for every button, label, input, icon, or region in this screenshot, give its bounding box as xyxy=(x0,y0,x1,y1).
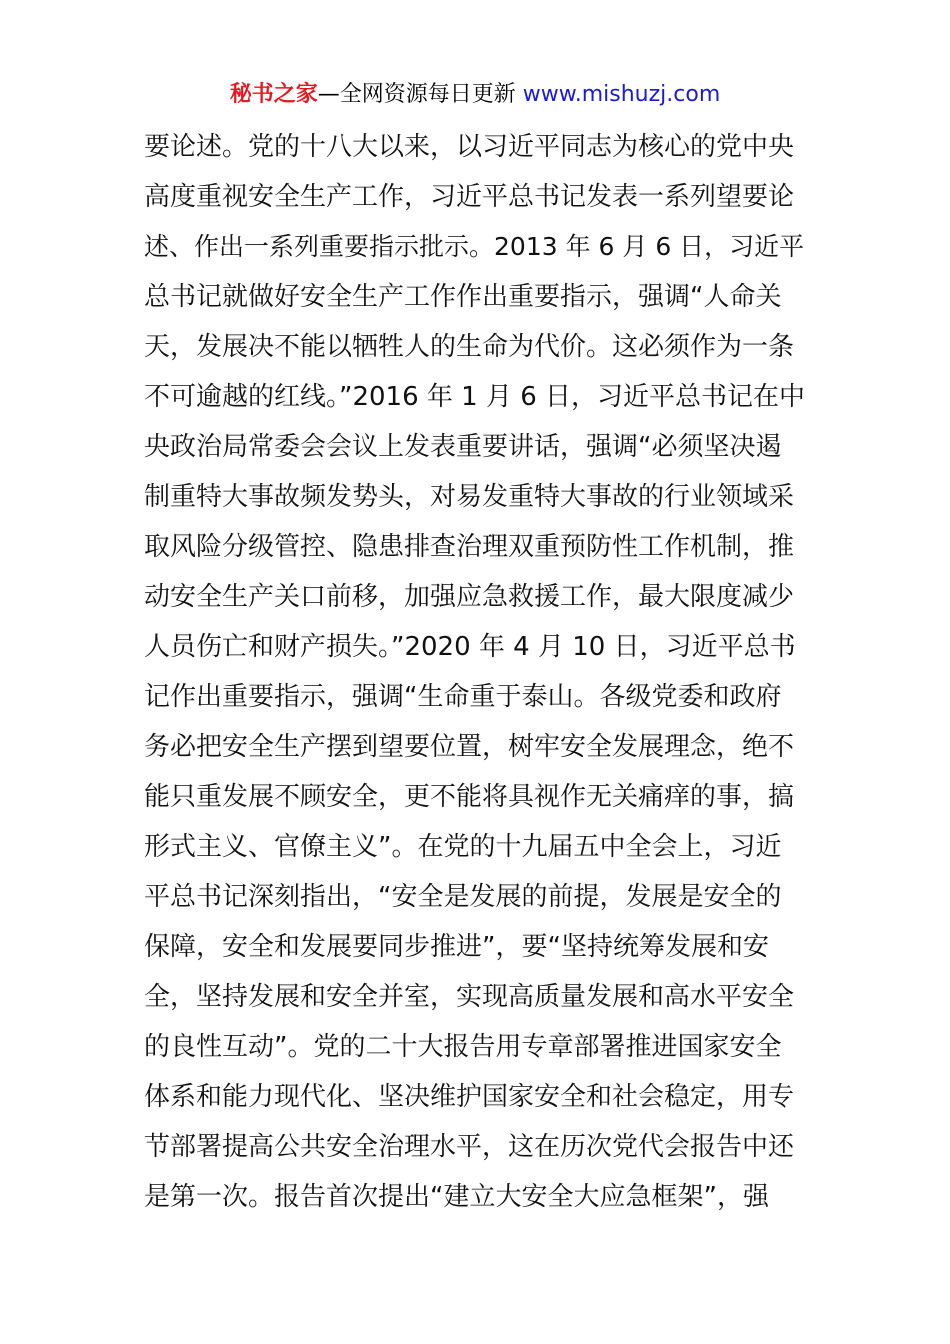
text-line: 是第一次。报告首次提出“建立大安全大应急框架”，强 xyxy=(144,1182,769,1212)
brand-name: 秘书之家 xyxy=(229,82,318,107)
text-line: 的良性互动”。党的二十大报告用专章部署推进国家安全 xyxy=(144,1032,782,1062)
text-line: 务必把安全生产摆到望要位置，树牢安全发展理念，绝不 xyxy=(144,732,795,762)
text-line: 要论述。党的十八大以来，以习近平同志为核心的党中央 xyxy=(144,132,795,162)
site-url-link[interactable]: www.mishuzj.com xyxy=(522,82,721,107)
text-line: 形式主义、官僚主义”。在党的十九届五中全会上，习近 xyxy=(144,832,782,862)
text-line: 节部署提高公共安全治理水平，这在历次党代会报告中还 xyxy=(144,1132,795,1162)
text-line: 央政治局常委会会议上发表重要讲话，强调“必须坚决遏 xyxy=(144,432,782,462)
document-body xyxy=(144,122,814,1222)
text-line: 记作出重要指示，强调“生命重于泰山。各级党委和政府 xyxy=(144,682,782,712)
text-line: 能只重发展不顾安全，更不能将具视作无关痛痒的事，搞 xyxy=(144,782,795,812)
text-line: 制重特大事故频发势头，对易发重特大事故的行业领域采 xyxy=(144,482,795,512)
text-line: 天，发展决不能以牺牲人的生命为代价。这必须作为一条 xyxy=(144,332,795,362)
text-line: 体系和能力现代化、坚决维护国家安全和社会稳定，用专 xyxy=(144,1082,795,1112)
text-line: 人员伤亡和财产损失。”2020 年 4 月 10 日，习近平总书 xyxy=(144,632,796,662)
text-line: 平总书记深刻指出，“安全是发展的前提，发展是安全的 xyxy=(144,882,782,912)
text-line: 高度重视安全生产工作，习近平总书记发表一系列望要论 xyxy=(144,182,795,212)
text-line: 动安全生产关口前移，加强应急救援工作，最大限度减少 xyxy=(144,582,795,612)
header-tagline: —全网资源每日更新 xyxy=(317,82,523,107)
text-line: 取风险分级管控、隐患排查治理双重预防性工作机制，推 xyxy=(144,532,795,562)
text-line: 总书记就做好安全生产工作作出重要指示，强调“人命关 xyxy=(144,282,782,312)
text-line: 不可逾越的红线。”2016 年 1 月 6 日，习近平总书记在中 xyxy=(144,382,806,412)
text-line: 全，坚持发展和安全并室，实现高质量发展和高水平安全 xyxy=(144,982,795,1012)
text-line: 述、作出一系列重要指示批示。2013 年 6 月 6 日，习近平 xyxy=(144,232,805,261)
page-header xyxy=(0,80,950,110)
text-line: 保障，安全和发展要同步推进”，要“坚持统筹发展和安 xyxy=(144,932,769,962)
